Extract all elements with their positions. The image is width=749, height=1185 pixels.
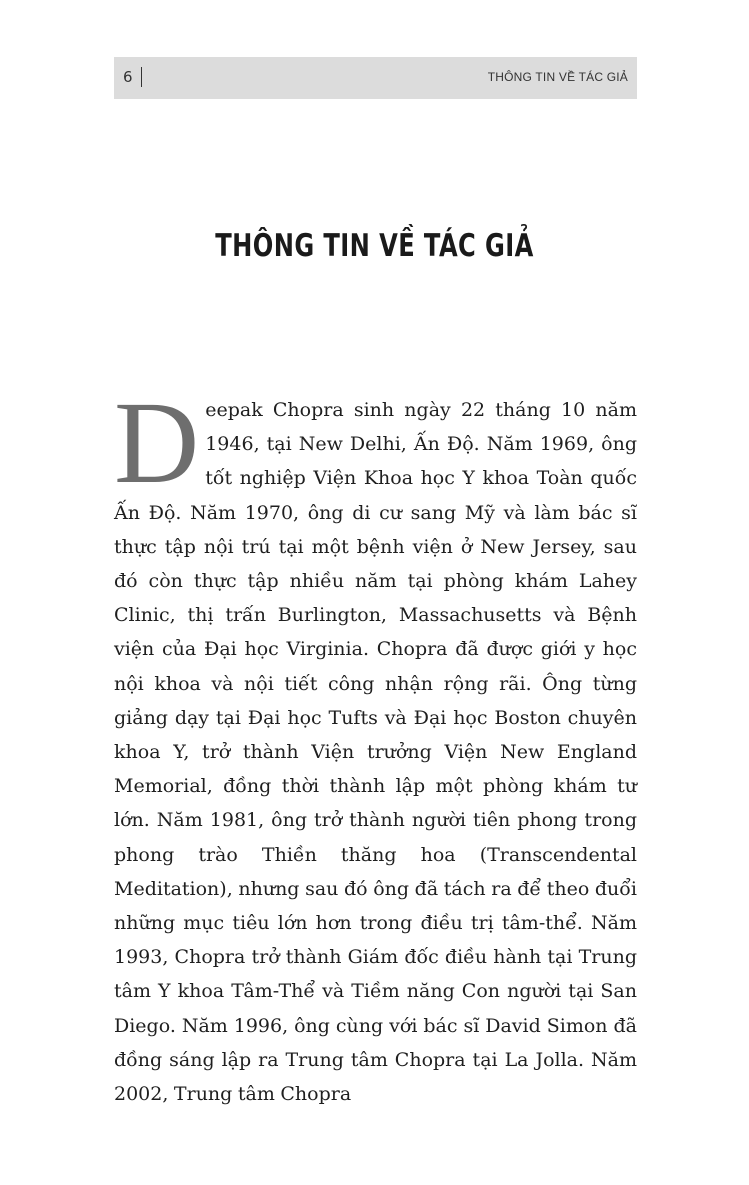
drop-cap: D: [114, 377, 200, 508]
paragraph-text: eepak Chopra sinh ngày 22 tháng 10 năm 1946, tại New Delhi, Ấn Độ. Năm 1969, ông tốt nghiệp Viện Khoa học Y khoa Toàn quốc Ấn Độ. Năm 1970, ông di cư sang Mỹ và làm bác sĩ thực tập nội trú tại một bệnh viện ở New Jersey, sau đó còn thực tập nhiều năm tại phòng khám Lahey Clinic, thị trấn Burlington, Massachusetts và Bệnh viện của Đại học Virginia. Chopra đã được giới y học nội khoa và nội tiết công nhận rộng rãi. Ông từng giảng dạy tại Đại học Tufts và Đại học Boston chuyên khoa Y, trở thành Viện trưởng Viện New England Memorial, đồng thời thành lập một phòng khám tư lớn. Năm 1981, ông trở thành người tiên phong trong phong trào Thiền thăng hoa (Transcendental Meditation), nhưng sau đó ông đã tách ra để theo đuổi những mục tiêu lớn hơn trong điều trị tâm-thể. Năm 1993, Chopra trở thành Giám đốc điều hành tại Trung tâm Y khoa Tâm-Thể và Tiềm năng Con người tại San Diego. Năm 1996, ông cùng với bác sĩ David Simon đã đồng sáng lập ra Trung tâm Chopra tại La Jolla. Năm 2002, Trung tâm Chopra: [114, 399, 637, 1106]
chapter-title: THÔNG TIN VỀ TÁC GIẢ: [215, 228, 534, 264]
body-paragraph: [114, 377, 637, 1111]
running-header: [114, 57, 637, 99]
header-divider: [141, 67, 142, 87]
running-title: THÔNG TIN VỀ TÁC GIẢ: [487, 70, 628, 84]
page-number: 6: [123, 68, 133, 86]
